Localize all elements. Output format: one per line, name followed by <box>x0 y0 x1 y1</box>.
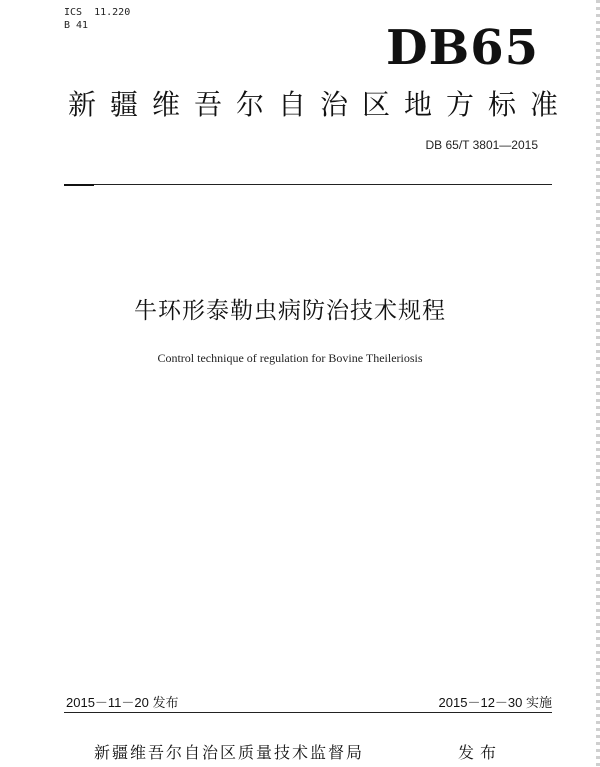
implementation-date: 2015－12－30 实施 <box>438 695 552 710</box>
classification-codes <box>64 6 130 32</box>
document-title-english: Control technique of regulation for Bovine Theileriosis <box>157 351 423 365</box>
standard-category-title: 新疆维吾尔自治区地方标准 <box>68 88 573 121</box>
document-title-chinese: 牛环形泰勒虫病防治技术规程 <box>134 298 446 324</box>
scan-edge <box>596 0 600 767</box>
db-logo: DB65 <box>386 20 539 76</box>
standard-number: DB 65/T 3801—2015 <box>425 138 538 152</box>
header-divider <box>64 184 552 185</box>
ics-code: ICS 11.220 <box>64 7 131 18</box>
issue-date: 2015－11－20 发布 <box>66 695 179 710</box>
issuer-action: 发布 <box>458 743 503 762</box>
ccs-code: B 41 <box>64 20 89 31</box>
footer-divider <box>64 712 552 713</box>
issuing-authority: 新疆维吾尔自治区质量技术监督局 <box>94 743 365 762</box>
header-divider-accent <box>64 184 94 186</box>
